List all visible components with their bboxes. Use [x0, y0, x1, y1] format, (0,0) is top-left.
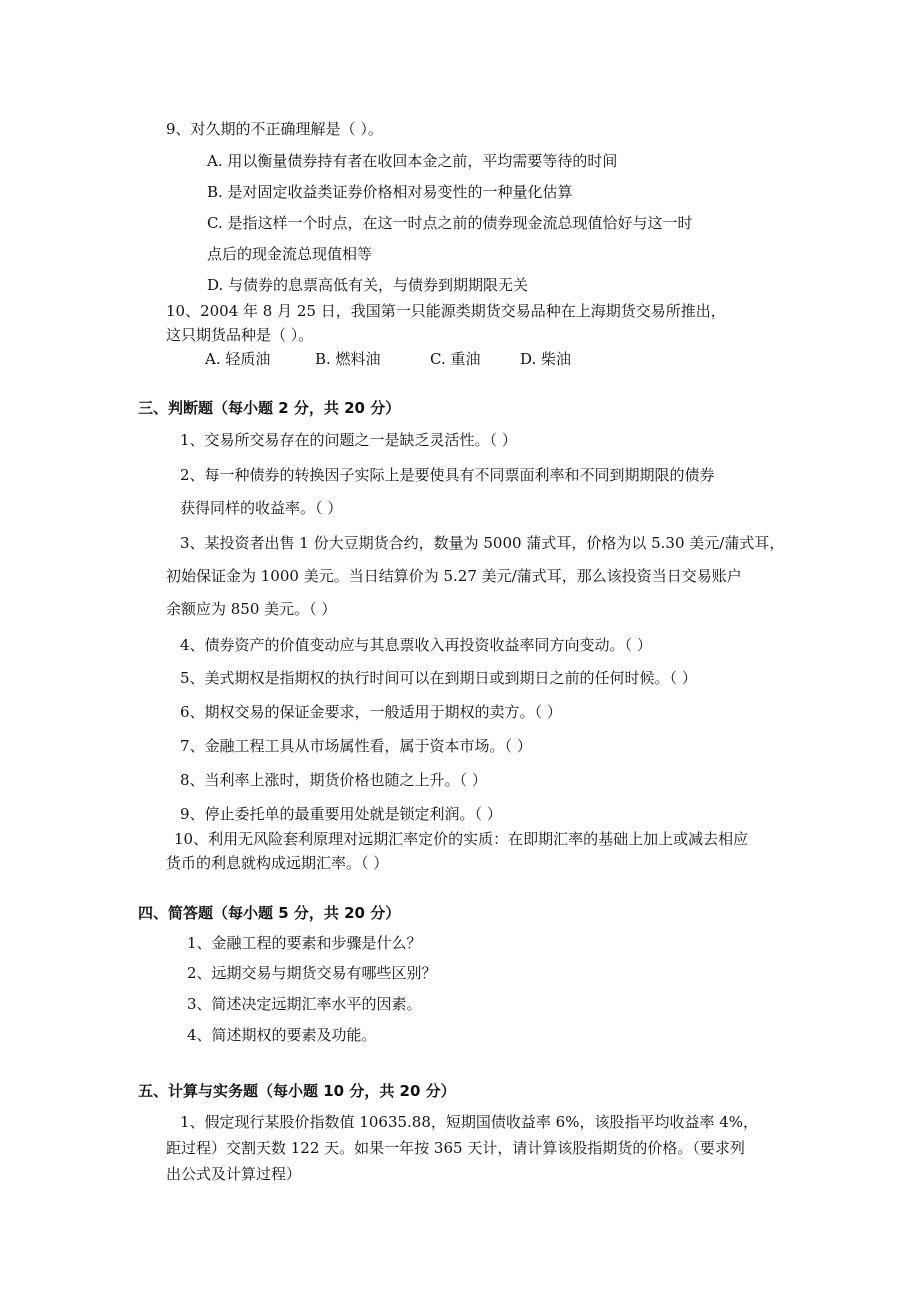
sec3-item-9: 9、停止委托单的最重要用处就是锁定利润。（ ） — [180, 805, 502, 823]
sec4-item-1: 1、金融工程的要素和步骤是什么？ — [187, 934, 422, 952]
sec4-item-3: 3、简述决定远期汇率水平的因素。 — [187, 995, 422, 1013]
q9-option-a: A. 用以衡量债券持有者在收回本金之前，平均需要等待的时间 — [207, 152, 618, 170]
sec5-item-1-line3: 出公式及计算过程） — [166, 1165, 302, 1183]
sec5-item-1-line2: 距过程）交割天数 122 天。如果一年按 365 天计，请计算该股指期货的价格。（要求列 — [166, 1139, 745, 1157]
q10-option-d: D. 柴油 — [520, 350, 572, 368]
sec3-item-8: 8、当利率上涨时，期货价格也随之上升。（ ） — [180, 771, 487, 789]
q10-option-c: C. 重油 — [430, 350, 481, 368]
sec3-item-2-line2: 获得同样的收益率。（ ） — [180, 499, 343, 517]
sec3-item-1: 1、交易所交易存在的问题之一是缺乏灵活性。（ ） — [180, 431, 517, 449]
q10-stem-line1: 10、2004 年 8 月 25 日，我国第一只能源类期货交易品种在上海期货交易所推出， — [166, 302, 726, 320]
sec3-item-3-line2: 初始保证金为 1000 美元。当日结算价为 5.27 美元/蒲式耳，那么该投资当日交易账户 — [166, 567, 742, 585]
q10-options — [205, 349, 571, 369]
q10-option-a: A. 轻质油 — [205, 350, 271, 368]
sec3-item-7: 7、金融工程工具从市场属性看，属于资本市场。（ ） — [180, 737, 532, 755]
sec3-item-5: 5、美式期权是指期权的执行时间可以在到期日或到期日之前的任何时候。（ ） — [180, 669, 697, 687]
q10-option-b: B. 燃料油 — [315, 350, 381, 368]
q9-option-c-line1: C. 是指这样一个时点，在这一时点之前的债券现金流总现值恰好与这一时 — [207, 214, 693, 232]
sec3-item-2-line1: 2、每一种债券的转换因子实际上是要使具有不同票面利率和不同到期期限的债券 — [180, 466, 715, 484]
sec3-item-3-line1: 3、某投资者出售 1 份大豆期货合约，数量为 5000 蒲式耳，价格为以 5.30 美元/蒲式耳， — [180, 534, 785, 552]
section-3-title: 三、判断题（每小题 2 分，共 20 分） — [138, 399, 401, 417]
sec5-item-1-line1: 1、假定现行某股价指数值 10635.88，短期国债收益率 6%，该股指平均收益率 4%， — [180, 1113, 759, 1131]
sec3-item-10-line1: 10、利用无风险套利原理对远期汇率定价的实质：在即期汇率的基础上加上或减去相应 — [174, 830, 749, 848]
q9-option-b: B. 是对固定收益类证券价格相对易变性的一种量化估算 — [207, 183, 573, 201]
sec4-item-4: 4、简述期权的要素及功能。 — [187, 1026, 377, 1044]
sec4-item-2: 2、远期交易与期货交易有哪些区别？ — [187, 964, 437, 982]
sec3-item-6: 6、期权交易的保证金要求，一般适用于期权的卖方。（ ） — [180, 703, 562, 721]
sec3-item-3-line3: 余额应为 850 美元。（ ） — [166, 600, 337, 618]
section-5-title: 五、计算与实务题（每小题 10 分，共 20 分） — [138, 1082, 456, 1100]
sec3-item-4: 4、债券资产的价值变动应与其息票收入再投资收益率同方向变动。（ ） — [180, 636, 652, 654]
sec3-item-10-line2: 货币的利息就构成远期汇率。（ ） — [166, 854, 389, 872]
q10-stem-line2: 这只期货品种是（ ）。 — [166, 326, 314, 344]
section-4-title: 四、简答题（每小题 5 分，共 20 分） — [138, 904, 401, 922]
q9-option-c-line2: 点后的现金流总现值相等 — [207, 245, 373, 263]
q9-option-d: D. 与债券的息票高低有关，与债券到期期限无关 — [207, 276, 529, 294]
q9-stem: 9、对久期的不正确理解是（ ）。 — [166, 120, 383, 138]
